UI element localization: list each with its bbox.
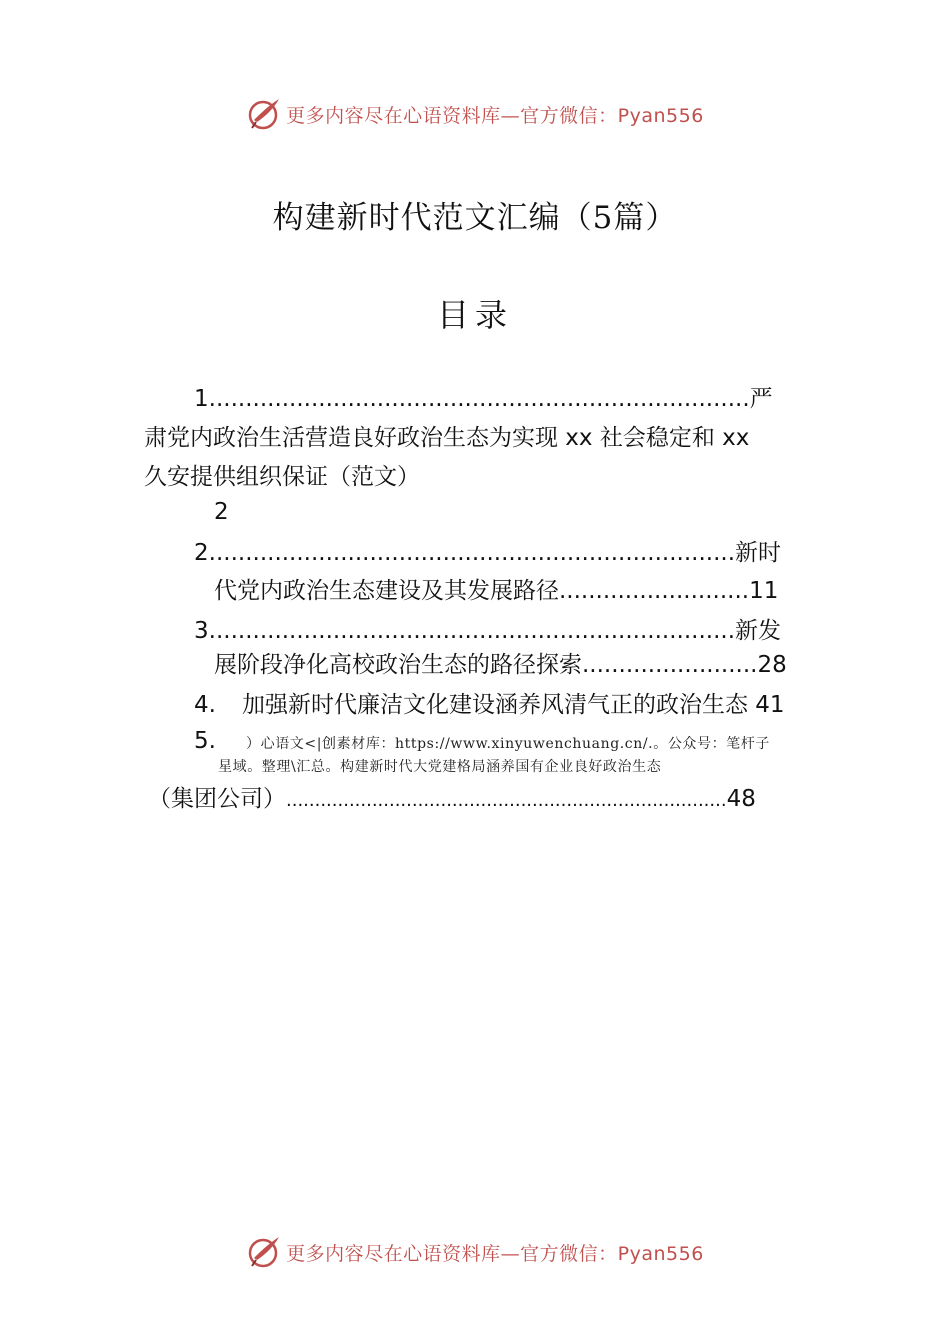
document-title: 构建新时代范文汇编（5篇） <box>272 200 678 236</box>
toc-entry-3-number: 3 <box>194 618 209 644</box>
toc-entry-3-line2[interactable] <box>214 650 787 680</box>
toc-entry-3-page: 28 <box>757 652 787 678</box>
quill-logo-icon <box>246 96 282 132</box>
header-banner <box>0 94 950 134</box>
toc-entry-2-dots: ........................................................................ <box>208 540 736 566</box>
toc-entry-4-number: 4. <box>194 692 216 718</box>
toc-entry-3-line1[interactable] <box>194 616 781 646</box>
toc-entry-4-title: 加强新时代廉洁文化建设涵养风清气正的政治生态 <box>241 692 748 718</box>
toc-entry-5-title-end: （集团公司） <box>148 786 286 812</box>
toc-entry-2-dots2: .......................... <box>559 578 750 604</box>
toc-entry-5-note-line1: ）心语文<|创素材库：https://www.xinyuwenchuang.cn/.。公众号：笔杆子 <box>246 736 771 752</box>
toc-entry-1-line3[interactable]: 久安提供组织保证（范文） <box>144 464 420 490</box>
toc-entry-3-dots: ........................................................................ <box>208 618 736 644</box>
toc-entry-1-page: 2 <box>214 499 229 525</box>
toc-entry-1-number: 1 <box>194 386 209 412</box>
toc-entry-2-line1[interactable] <box>194 538 781 568</box>
toc-entry-2-number: 2 <box>194 540 209 566</box>
toc-entry-3-title: 展阶段净化高校政治生态的路径探索 <box>214 652 582 678</box>
footer-banner <box>0 1232 950 1272</box>
quill-logo-icon <box>246 1234 282 1270</box>
toc-entry-1-line1[interactable] <box>194 384 773 414</box>
toc-entry-2-line2[interactable] <box>214 576 778 606</box>
toc-entry-5-dots: ............................................................................. <box>286 790 727 811</box>
toc-entry-2-page: 11 <box>749 578 779 604</box>
toc-entry-2-title: 代党内政治生态建设及其发展路径 <box>214 578 559 604</box>
header-banner-text: 更多内容尽在心语资料库—官方微信：Pyan556 <box>286 104 704 127</box>
toc-entry-3-dots2: ........................ <box>582 652 758 678</box>
toc-entry-4-page: 41 <box>755 692 785 718</box>
toc-entry-5-page: 48 <box>726 786 756 812</box>
toc-entry-2-line1-end: 新时 <box>735 540 782 566</box>
toc-entry-1-line1-end: 严 <box>749 386 773 412</box>
toc-entry-1-dots: .......................................................................... <box>208 386 750 412</box>
toc-entry-5-note-line2: 星域。整理\汇总。构建新时代大党建格局涵养国有企业良好政治生态 <box>218 759 662 775</box>
toc-entry-3-line1-end: 新发 <box>735 618 782 644</box>
toc-entry-5-line3[interactable] <box>148 784 756 816</box>
toc-entry-1-line2[interactable]: 肃党内政治生活营造良好政治生态为实现 xx 社会稳定和 xx <box>144 425 750 451</box>
footer-banner-text: 更多内容尽在心语资料库—官方微信：Pyan556 <box>286 1242 704 1265</box>
toc-heading: 目录 <box>436 296 513 334</box>
toc-entry-4[interactable] <box>194 690 785 720</box>
toc-entry-5-number: 5. <box>194 728 216 754</box>
